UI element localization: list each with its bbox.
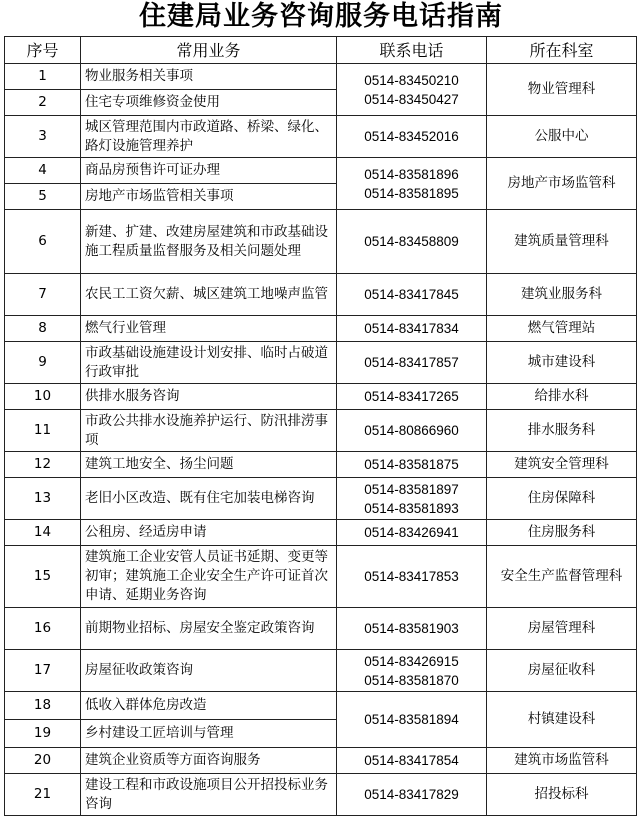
row-phone: 0514-80866960 bbox=[337, 410, 487, 452]
row-number: 16 bbox=[5, 608, 81, 650]
table-row bbox=[5, 452, 637, 478]
page-title: 住建局业务咨询服务电话指南 bbox=[139, 1, 503, 32]
row-number: 8 bbox=[5, 316, 81, 342]
row-department: 排水服务科 bbox=[487, 410, 637, 452]
row-department: 燃气管理站 bbox=[487, 316, 637, 342]
row-department: 物业管理科 bbox=[487, 64, 637, 116]
row-phone: 0514-83458809 bbox=[337, 210, 487, 274]
table-row bbox=[5, 64, 637, 90]
row-department: 建筑安全管理科 bbox=[487, 452, 637, 478]
row-business: 供排水服务咨询 bbox=[81, 384, 337, 410]
row-business: 燃气行业管理 bbox=[81, 316, 337, 342]
row-number: 3 bbox=[5, 116, 81, 158]
header-department: 所在科室 bbox=[487, 37, 637, 64]
row-number: 12 bbox=[5, 452, 81, 478]
row-department: 城市建设科 bbox=[487, 342, 637, 384]
header-number: 序号 bbox=[5, 37, 81, 64]
row-phone: 0514-83417845 bbox=[337, 274, 487, 316]
table-row bbox=[5, 520, 637, 546]
table-row bbox=[5, 274, 637, 316]
row-department: 房地产市场监管科 bbox=[487, 158, 637, 210]
row-phone: 0514-83581903 bbox=[337, 608, 487, 650]
row-business: 建筑施工企业安管人员证书延期、变更等初审；建筑施工企业安全生产许可证首次申请、延期业务咨询 bbox=[81, 546, 337, 608]
phone-text: 0514-83581896 0514-83581895 bbox=[364, 166, 459, 201]
row-number: 15 bbox=[5, 546, 81, 608]
row-phone: 0514-83417853 bbox=[337, 546, 487, 608]
header-business: 常用业务 bbox=[81, 37, 337, 64]
row-business: 新建、扩建、改建房屋建筑和市政基础设施工程质量监督服务及相关问题处理 bbox=[81, 210, 337, 274]
row-department: 房屋征收科 bbox=[487, 650, 637, 692]
table-row bbox=[5, 692, 637, 720]
row-business: 建筑工地安全、扬尘问题 bbox=[81, 452, 337, 478]
row-number: 7 bbox=[5, 274, 81, 316]
row-phone: 0514-83426941 bbox=[337, 520, 487, 546]
row-business: 公租房、经适房申请 bbox=[81, 520, 337, 546]
table-row bbox=[5, 608, 637, 650]
row-number: 11 bbox=[5, 410, 81, 452]
table-row bbox=[5, 210, 637, 274]
row-business: 房地产市场监管相关事项 bbox=[81, 184, 337, 210]
table-row bbox=[5, 650, 637, 692]
row-number: 20 bbox=[5, 748, 81, 774]
row-number: 21 bbox=[5, 774, 81, 816]
row-phone: 0514-83417829 bbox=[337, 774, 487, 816]
row-department: 公服中心 bbox=[487, 116, 637, 158]
row-number: 17 bbox=[5, 650, 81, 692]
row-number: 19 bbox=[5, 720, 81, 748]
row-number: 2 bbox=[5, 90, 81, 116]
row-phone: 0514-83417834 bbox=[337, 316, 487, 342]
table-row bbox=[5, 478, 637, 520]
row-department: 安全生产监督管理科 bbox=[487, 546, 637, 608]
phone-text: 0514-83426915 0514-83581870 bbox=[364, 653, 459, 688]
row-phone: 0514-83581875 bbox=[337, 452, 487, 478]
row-number: 10 bbox=[5, 384, 81, 410]
row-phone: 0514-83581894 bbox=[337, 692, 487, 748]
row-phone bbox=[337, 64, 487, 116]
row-business: 城区管理范围内市政道路、桥梁、绿化、路灯设施管理养护 bbox=[81, 116, 337, 158]
table-row bbox=[5, 748, 637, 774]
table-header-row bbox=[5, 37, 637, 64]
table-row bbox=[5, 342, 637, 384]
row-number: 14 bbox=[5, 520, 81, 546]
row-phone: 0514-83417854 bbox=[337, 748, 487, 774]
row-department: 房屋管理科 bbox=[487, 608, 637, 650]
row-phone: 0514-83417857 bbox=[337, 342, 487, 384]
table-row bbox=[5, 316, 637, 342]
table-row bbox=[5, 774, 637, 816]
table-row bbox=[5, 546, 637, 608]
header-phone: 联系电话 bbox=[337, 37, 487, 64]
row-department: 建筑质量管理科 bbox=[487, 210, 637, 274]
row-business: 市政基础设施建设计划安排、临时占破道行政审批 bbox=[81, 342, 337, 384]
service-phone-table bbox=[4, 36, 637, 816]
row-number: 9 bbox=[5, 342, 81, 384]
row-department: 给排水科 bbox=[487, 384, 637, 410]
row-phone bbox=[337, 158, 487, 210]
row-business: 住宅专项维修资金使用 bbox=[81, 90, 337, 116]
row-department: 建筑市场监管科 bbox=[487, 748, 637, 774]
row-phone bbox=[337, 478, 487, 520]
row-business: 房屋征收政策咨询 bbox=[81, 650, 337, 692]
row-number: 1 bbox=[5, 64, 81, 90]
row-number: 13 bbox=[5, 478, 81, 520]
row-business: 建设工程和市政设施项目公开招投标业务咨询 bbox=[81, 774, 337, 816]
row-department: 住房服务科 bbox=[487, 520, 637, 546]
row-department: 村镇建设科 bbox=[487, 692, 637, 748]
table-row bbox=[5, 116, 637, 158]
row-department: 建筑业服务科 bbox=[487, 274, 637, 316]
row-business: 前期物业招标、房屋安全鉴定政策咨询 bbox=[81, 608, 337, 650]
row-number: 5 bbox=[5, 184, 81, 210]
row-business: 物业服务相关事项 bbox=[81, 64, 337, 90]
row-phone: 0514-83452016 bbox=[337, 116, 487, 158]
phone-text: 0514-83450210 0514-83450427 bbox=[364, 72, 459, 107]
row-business: 低收入群体危房改造 bbox=[81, 692, 337, 720]
row-business: 乡村建设工匠培训与管理 bbox=[81, 720, 337, 748]
table-row bbox=[5, 158, 637, 184]
row-business: 商品房预售许可证办理 bbox=[81, 158, 337, 184]
table-row bbox=[5, 384, 637, 410]
row-number: 18 bbox=[5, 692, 81, 720]
table-row bbox=[5, 410, 637, 452]
row-business: 老旧小区改造、既有住宅加装电梯咨询 bbox=[81, 478, 337, 520]
row-phone bbox=[337, 650, 487, 692]
row-department: 住房保障科 bbox=[487, 478, 637, 520]
phone-text: 0514-83581897 0514-83581893 bbox=[364, 481, 459, 516]
row-business: 建筑企业资质等方面咨询服务 bbox=[81, 748, 337, 774]
row-business: 农民工工资欠薪、城区建筑工地噪声监管 bbox=[81, 274, 337, 316]
row-number: 4 bbox=[5, 158, 81, 184]
row-department: 招投标科 bbox=[487, 774, 637, 816]
row-business: 市政公共排水设施养护运行、防汛排涝事项 bbox=[81, 410, 337, 452]
row-number: 6 bbox=[5, 210, 81, 274]
row-phone: 0514-83417265 bbox=[337, 384, 487, 410]
